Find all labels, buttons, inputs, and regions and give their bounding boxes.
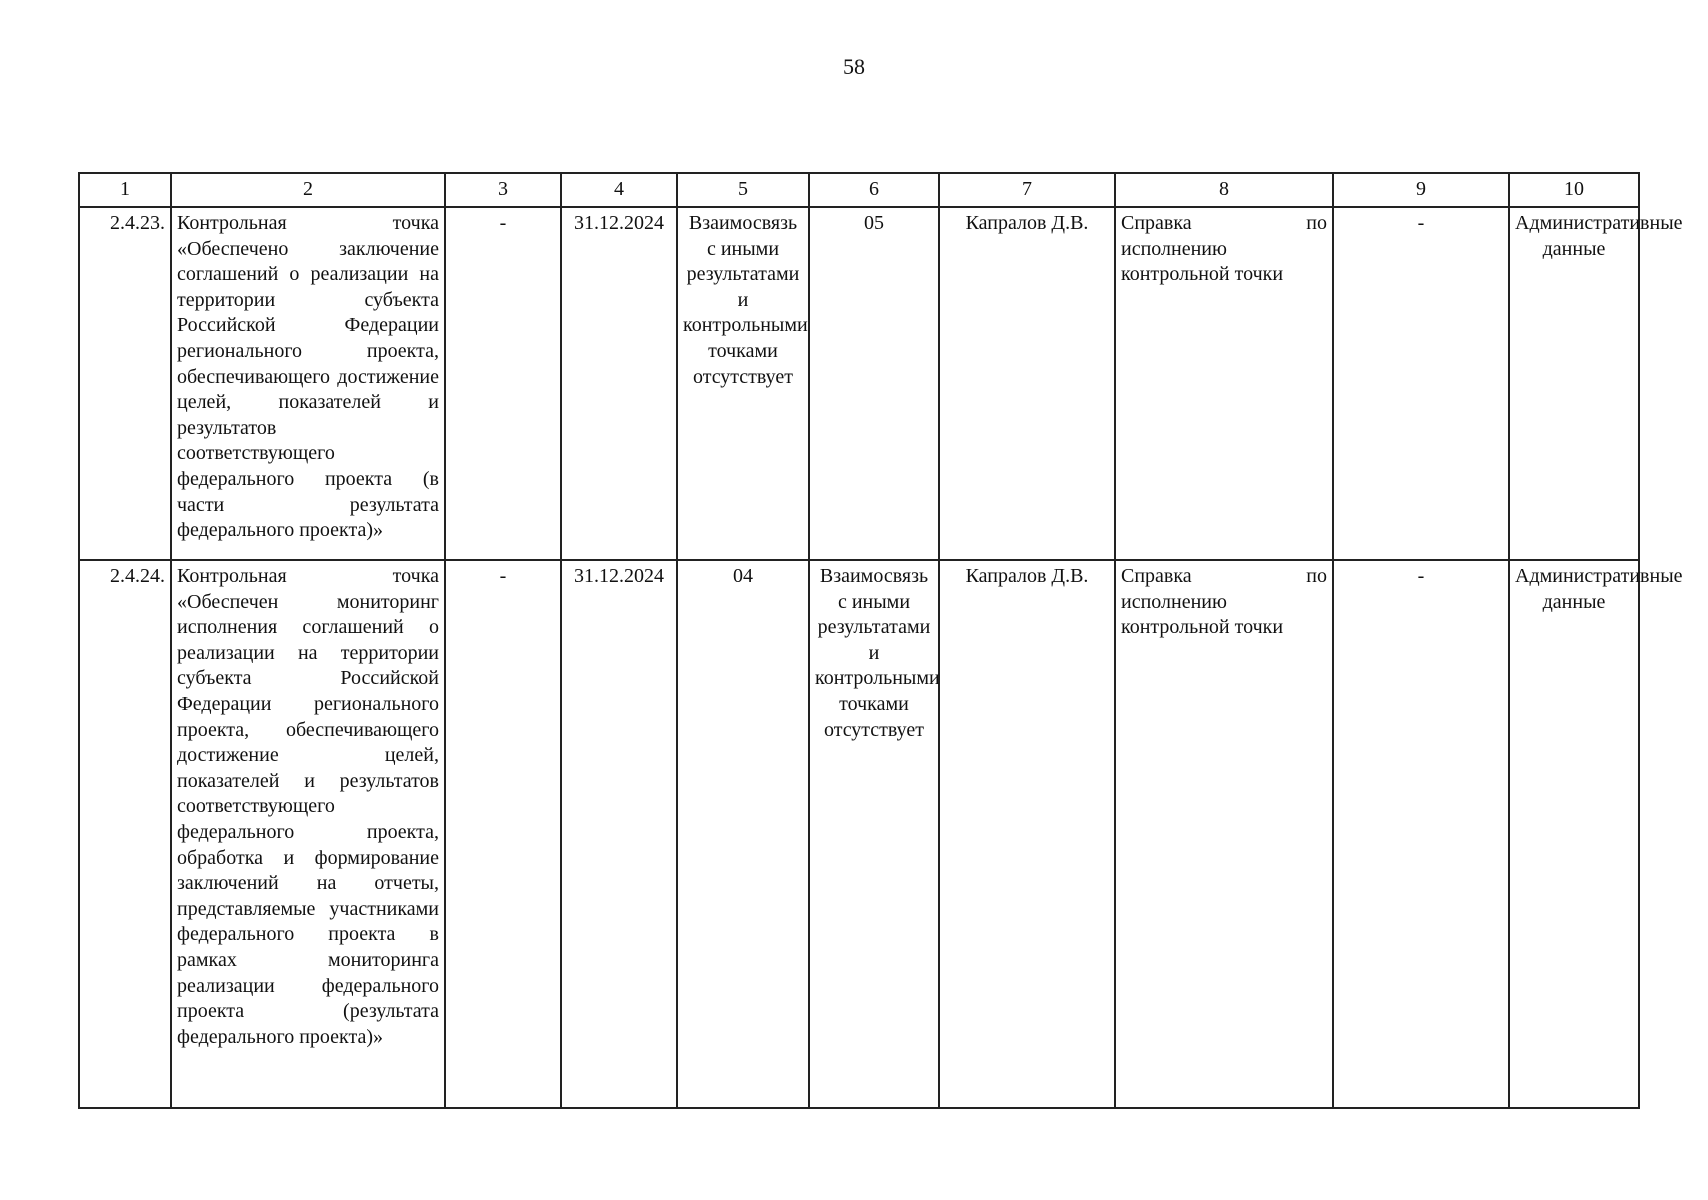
column-header-5: 5 [677,173,809,207]
table-row [79,560,1639,1108]
row-number-cell: 2.4.24. [79,560,171,1108]
column-5-cell: Взаимосвязь с иными результатами и контрольными точками отсутствует [677,207,809,560]
column-header-7: 7 [939,173,1115,207]
column-header-9: 9 [1333,173,1509,207]
responsible-cell: Капралов Д.В. [939,207,1115,560]
column-3-cell: - [445,560,561,1108]
column-header-4: 4 [561,173,677,207]
document-cell: Справка по исполнению контрольной точки [1115,207,1333,560]
checkpoint-name-cell: Контрольная точка «Обеспечено заключение соглашений о реализации на территории субъекта Российской Федерации регионального проекта, обеспечивающего достижение целей, показателей и результатов соответствующего федерального проекта (в части результата федерального проекта)» [171,207,445,560]
column-header-2: 2 [171,173,445,207]
column-5-cell: 04 [677,560,809,1108]
row-number-cell: 2.4.23. [79,207,171,560]
table-row [79,207,1639,560]
checkpoint-name-cell: Контрольная точка «Обеспечен мониторинг исполнения соглашений о реализации на территории субъекта Российской Федерации регионального проекта, обеспечивающего достижение целей, показателей и результатов соответствующего федерального проекта, обработка и формирование заключений на отчеты, представляемые участниками федерального проекта в рамках мониторинга реализации федерального проекта (результата федерального проекта)» [171,560,445,1108]
column-6-cell: 05 [809,207,939,560]
data-source-cell: Административные данные [1509,207,1639,560]
page-number: 58 [843,54,865,79]
column-header-10: 10 [1509,173,1639,207]
column-6-cell: Взаимосвязь с иными результатами и контрольными точками отсутствует [809,560,939,1108]
date-cell: 31.12.2024 [561,560,677,1108]
table-header-row [79,173,1639,207]
column-header-3: 3 [445,173,561,207]
column-3-cell: - [445,207,561,560]
column-9-cell: - [1333,560,1509,1108]
responsible-cell: Капралов Д.В. [939,560,1115,1108]
document-cell: Справка по исполнению контрольной точки [1115,560,1333,1108]
data-source-cell: Административные данные [1509,560,1639,1108]
date-cell: 31.12.2024 [561,207,677,560]
column-header-8: 8 [1115,173,1333,207]
column-9-cell: - [1333,207,1509,560]
checkpoint-table [78,172,1683,1109]
column-header-6: 6 [809,173,939,207]
column-header-1: 1 [79,173,171,207]
